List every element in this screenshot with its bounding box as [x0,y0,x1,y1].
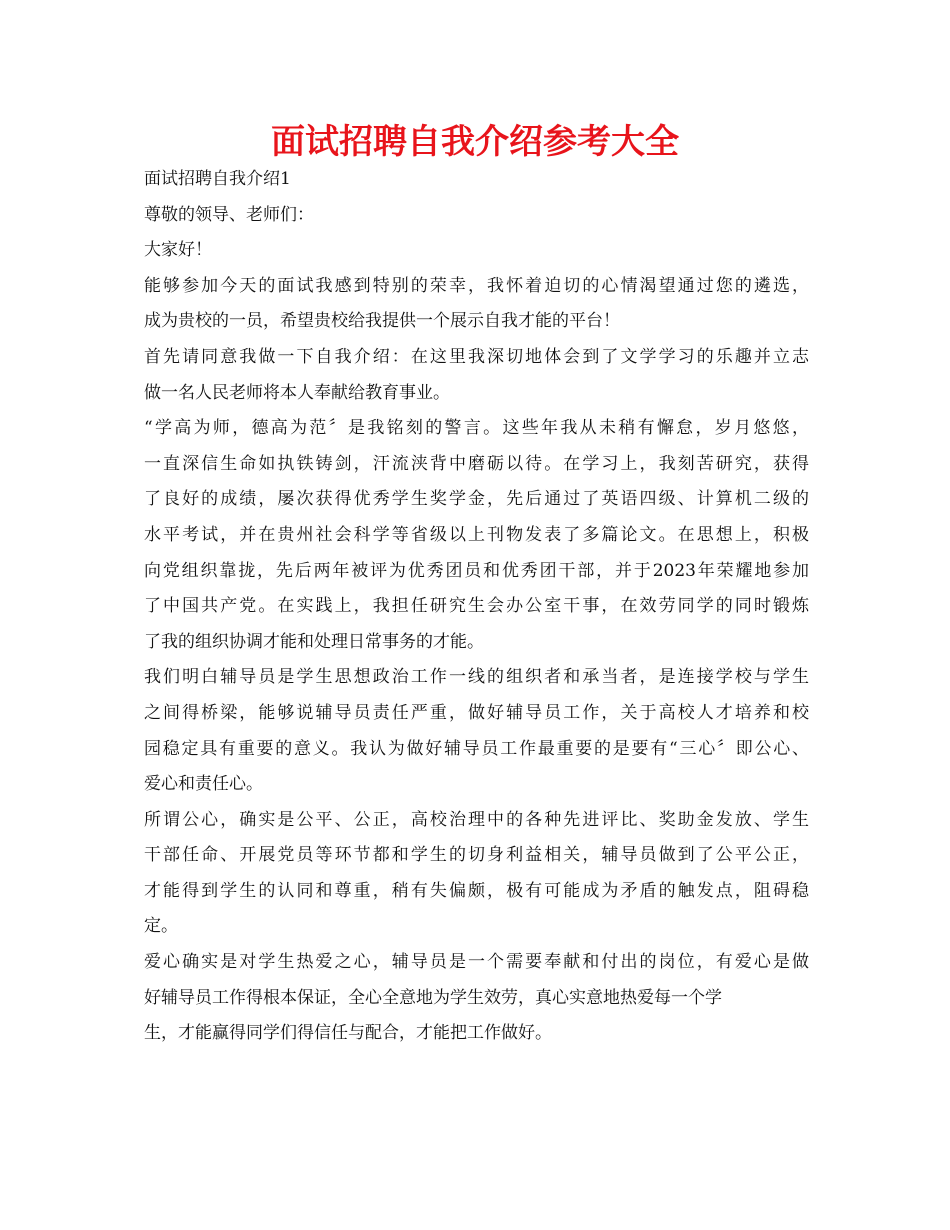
text-line: 了中国共产党。在实践上，我担任研究生会办公室干事，在效劳同学的同时锻炼 [144,596,809,617]
paragraph [144,269,809,340]
document-title: 面试招聘自我介绍参考大全 [271,122,679,162]
text-line: “学高为师，德高为范〞是我铭刻的警言。这些年我从未稍有懈怠，岁月悠悠， [144,418,809,439]
text-line: 能够参加今天的面试我感到特别的荣幸，我怀着迫切的心情渴望通过您的遴选， [144,275,809,296]
text-line: 了我的组织协调才能和处理日常事务的才能。 [144,631,484,652]
text-line: 园稳定具有重要的意义。我认为做好辅导员工作最重要的是要有“三心〞即公心、 [144,738,809,759]
text-line: 爱心确实是对学生热爱之心，辅导员是一个需要奉献和付出的岗位，有爱心是做 [144,952,809,973]
text-line: 好辅导员工作得根本保证，全心全意地为学生效劳，真心实意地热爱每一个学 [144,987,722,1008]
paragraph [144,660,809,802]
text-line: 做一名人民老师将本人奉献给教育事业。 [144,382,450,403]
text-line: 才能得到学生的认同和尊重，稍有失偏颇，极有可能成为矛盾的触发点，阻碍稳 [144,880,809,901]
text-line: 水平考试，并在贵州社会科学等省级以上刊物发表了多篇论文。在思想上，积极 [144,524,809,545]
greeting [144,233,809,269]
text-line: 之间得桥梁，能够说辅导员责任严重，做好辅导员工作，关于高校人才培养和校 [144,702,809,723]
salutation [144,198,809,234]
paragraph [144,411,809,660]
text-line: 所谓公心，确实是公平、公正，高校治理中的各种先进评比、奖助金发放、学生 [144,809,809,830]
text-line: 尊敬的领导、老师们： [144,204,314,225]
text-line: 一直深信生命如执铁铸剑，汗流浃背中磨砺以待。在学习上，我刻苦研究，获得 [144,453,809,474]
paragraph [144,340,809,411]
paragraph [144,803,809,945]
text-line: 我们明白辅导员是学生思想政治工作一线的组织者和承当者，是连接学校与学生 [144,667,809,688]
text-line: 成为贵校的一员，希望贵校给我提供一个展示自我才能的平台！ [144,311,620,332]
text-line: 向党组织靠拢，先后两年被评为优秀团员和优秀团干部，并于2023年荣耀地参加 [144,560,809,581]
text-line: 面试招聘自我介绍1 [144,169,291,189]
text-line: 爱心和责任心。 [144,774,263,795]
text-line: 大家好！ [144,240,212,261]
text-line: 首先请同意我做一下自我介绍：在这里我深切地体会到了文学学习的乐趣并立志 [144,346,809,367]
text-line: 生，才能赢得同学们得信任与配合，才能把工作做好。 [144,1023,552,1044]
paragraph [144,945,809,1052]
text-line: 了良好的成绩，屡次获得优秀学生奖学金，先后通过了英语四级、计算机二级的 [144,489,809,510]
text-line: 定。 [144,916,178,937]
document-body [144,162,809,1052]
text-line: 干部任命、开展党员等环节都和学生的切身利益相关，辅导员做到了公平公正， [144,845,809,866]
section-heading [144,162,809,198]
